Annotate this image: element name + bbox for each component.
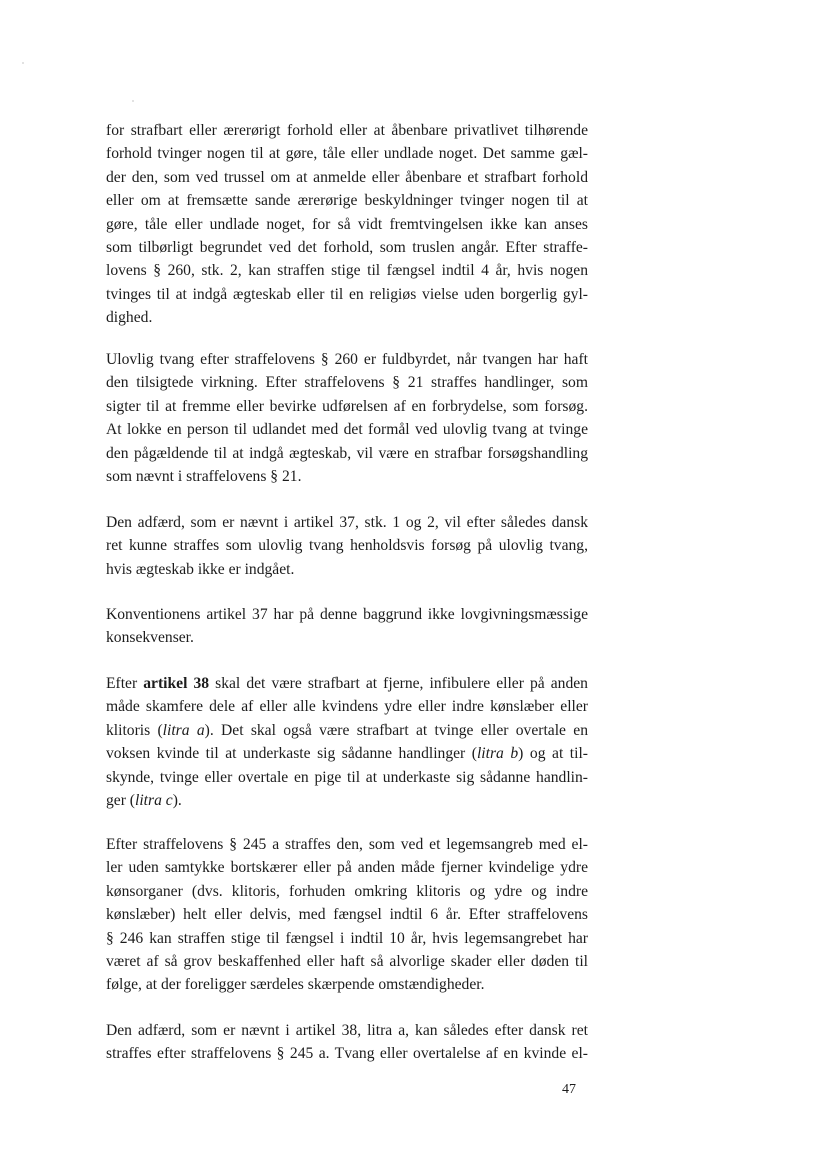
paragraph-line [106,672,588,695]
litra-reference: litra c [135,792,173,810]
text-run: ger ( [106,792,136,810]
paragraph-line: ret kunne straffes som ulovlig tvang henholdsvis forsøg på ulovlig tvang, [106,537,588,555]
paragraph-line: gøre, tåle eller undlade noget, for så vidt fremtvingelsen ikke kan anses [106,215,588,233]
scan-speck [132,100,134,102]
text-run: skal det være strafbart at fjerne, infibulere eller på anden [209,675,588,692]
paragraph-line: sigter til at fremme eller bevirke udførelsen af en forbrydelse, som forsøg. [106,397,588,415]
paragraph-line: dighed. [106,309,153,327]
paragraph-3 [106,511,588,581]
paragraph-line: tvinges til at indgå ægteskab eller til en religiøs vielse uden borgerlig gyl- [106,285,588,303]
paragraph-line: Ulovlig tvang efter straffelovens § 260 er fuldbyrdet, når tvangen har haft [106,351,588,368]
scan-speck [22,62,24,64]
page-number: 47 [562,1082,576,1097]
paragraph-7 [106,1019,588,1066]
paragraph-line: konsekvenser. [106,629,194,647]
paragraph-line: som tilbørligt begrundet ved det forhold, som truslen angår. Efter straffe- [106,239,588,257]
paragraph-line: måde skamfere dele af eller alle kvindens ydre eller indre kønslæber eller [106,698,588,716]
paragraph-line: kønsorganer (dvs. klitoris, forhuden omkring klitoris og ydre og indre [106,882,588,900]
litra-reference: litra b [476,745,519,763]
paragraph-line: Den adfærd, som er nævnt i artikel 38, litra a, kan således efter dansk ret [106,1022,588,1039]
paragraph-line: den tilsigtede virkning. Efter straffelovens § 21 straffes handlinger, som [106,374,588,392]
paragraph-line: Efter straffelovens § 245 a straffes den, som ved et legemsangreb med el- [106,836,588,853]
paragraph-line [106,789,588,812]
paragraph-line: kønslæber) helt eller delvis, med fængsel indtil 6 år. Efter straffelovens [106,906,588,924]
paragraph-1 [106,119,588,330]
paragraph-line: for strafbart eller ærerørigt forhold eller at åbenbare privatlivet tilhørende [106,122,588,139]
paragraph-line: ler uden samtykke bortskærer eller på anden måde fjerner kvindelige ydre [106,859,588,877]
paragraph-4 [106,603,588,650]
paragraph-line [106,719,588,742]
paragraph-line: At lokke en person til udlandet med det formål ved ulovlig tvang at tvinge [106,421,588,439]
paragraph-5 [106,672,588,812]
paragraph-line: Den adfærd, som er nævnt i artikel 37, stk. 1 og 2, vil efter således dansk [106,514,588,531]
paragraph-line: straffes efter straffelovens § 245 a. Tvang eller overtalelse af en kvinde el- [106,1045,588,1063]
paragraph-line: været af så grov beskaffenhed eller haft så alvorlige skader eller døden til [106,953,588,971]
paragraph-line: lovens § 260, stk. 2, kan straffen stige til fængsel indtil 4 år, hvis nogen [106,262,588,280]
paragraph-line: følge, at der foreligger særdeles skærpende omstændigheder. [106,976,485,994]
text-run: Efter [106,675,144,692]
paragraph-line: eller om at fremsætte sande ærerørige beskyldninger tvinger nogen til at [106,192,588,210]
text-run: ). [172,792,182,810]
paragraph-6 [106,833,588,997]
paragraph-line: § 246 kan straffen stige til fængsel i indtil 10 år, hvis legemsangrebet har [106,929,588,947]
paragraph-line: som nævnt i straffelovens § 21. [106,468,302,486]
paragraph-line [106,742,588,765]
paragraph-line: forhold tvinger nogen til at gøre, tåle eller undlade noget. Det samme gæl- [106,145,588,163]
paragraph-2 [106,348,588,488]
paragraph-line: hvis ægteskab ikke er indgået. [106,560,295,578]
text-run: voksen kvinde til at underkaste sig sådanne handlinger ( [106,745,477,763]
paragraph-line: Konventionens artikel 37 har på denne baggrund ikke lovgivningsmæssige [106,606,588,623]
paragraph-line: skynde, tvinge eller overtale en pige til at underkaste sig sådanne handlin- [106,768,588,786]
litra-reference: litra a [162,721,205,739]
text-run: ). Det skal også være strafbart at tvinge eller overtale en [204,721,588,739]
paragraph-line: den pågældende til at indgå ægteskab, vil være en strafbar forsøgshandling [106,444,588,462]
text-run: klitoris ( [106,721,163,739]
text-run: ) og at til- [518,745,588,763]
paragraph-line: der den, som ved trussel om at anmelde eller åbenbare et strafbart forhold [106,168,588,186]
article-reference: artikel 38 [143,675,210,692]
